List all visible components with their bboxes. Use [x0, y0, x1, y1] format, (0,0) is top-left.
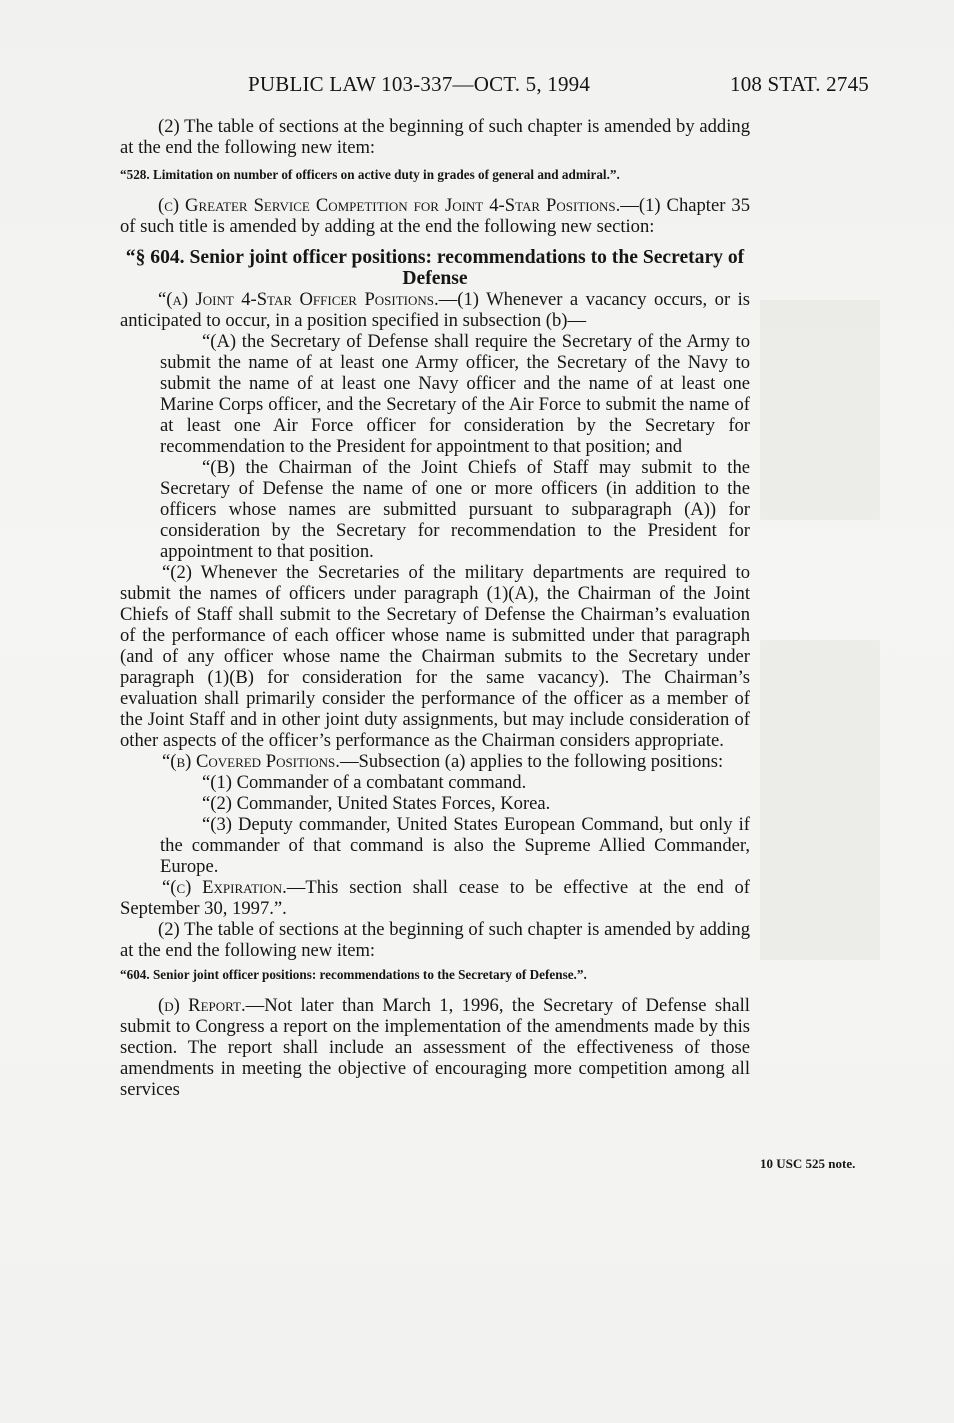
running-header-stat-page: 108 STAT. 2745: [730, 72, 869, 96]
section-604-heading: “§ 604. Senior joint officer positions: recommendations to the Secretary of Defense: [125, 247, 745, 289]
subsection-c: [120, 195, 750, 237]
subsection-a: [120, 289, 750, 331]
subsection-d-report: [120, 995, 750, 1100]
subsection-d-heading: (d) Report.: [158, 995, 246, 1016]
subsection-a-heading: “(a) Joint 4-Star Officer Positions.: [158, 289, 439, 310]
paragraph-table-amendment-1: (2) The table of sections at the beginning of such chapter is amended by adding at the end the following new item:: [120, 116, 750, 158]
subsection-b-heading: “(b) Covered Positions.: [162, 751, 340, 772]
subsection-d-text: —Not later than March 1, 1996, the Secretary of Defense shall submit to Congress a report on the implementation of the amendments made by this section. The report shall include an assessment of the effectiveness of those amendments in meeting the objective of encouraging more competition among all services: [120, 995, 750, 1100]
expiration-heading: “(c) Expiration.: [162, 877, 287, 898]
running-header-title: PUBLIC LAW 103-337—OCT. 5, 1994: [248, 72, 591, 96]
covered-position-3: “(3) Deputy commander, United States European Command, but only if the commander of that command is also the Supreme Allied Commander, Europe.: [160, 814, 750, 877]
subsection-b: [120, 751, 750, 772]
margin-citation-note: 10 USC 525 note.: [760, 1156, 856, 1171]
paragraph-table-amendment-2: (2) The table of sections at the beginning of such chapter is amended by adding at the end the following new item:: [120, 919, 750, 961]
covered-position-1: “(1) Commander of a combatant command.: [202, 772, 527, 793]
subparagraph-A: “(A) the Secretary of Defense shall require the Secretary of the Army to submit the name of at least one Army officer, the Secretary of the Navy to submit the name of at least one Navy officer and the name of at least one Marine Corps officer, and the Secretary of the Air Force to submit the name of at least one Air Force officer for consideration by the Secretary for recommendation to the President for appointment to that position; and: [160, 331, 750, 457]
table-of-sections-item-604: “604. Senior joint officer positions: recommendations to the Secretary of Defense.”.: [120, 967, 587, 982]
subsection-b-text: —Subsection (a) applies to the following positions:: [339, 751, 724, 772]
subsection-expiration: [120, 877, 750, 919]
expiration-text: —This section shall cease to be effective at the end of September 30, 1997.”.: [120, 877, 750, 919]
subsection-a-text: —(1) Whenever a vacancy occurs, or is anticipated to occur, in a position specified in subsection (b)—: [120, 289, 750, 331]
bleed-through-shadow: [760, 300, 880, 520]
subparagraph-B: “(B) the Chairman of the Joint Chiefs of Staff may submit to the Secretary of Defense the name of one or more officers (in addition to the officers whose names are submitted pursuant to subparagraph (A)) for consideration by the Secretary for recommendation to the President for appointment to that position.: [160, 457, 750, 562]
subsection-c-text: —(1) Chapter 35 of such title is amended by adding at the end the following new section:: [120, 195, 750, 237]
subsection-c-heading: (c) Greater Service Competition for Joint 4-Star Positions.: [158, 195, 621, 216]
covered-position-2: “(2) Commander, United States Forces, Korea.: [202, 793, 551, 814]
bleed-through-shadow: [760, 640, 880, 960]
paragraph-a-2: “(2) Whenever the Secretaries of the military departments are required to submit the names of officers under paragraph (1)(A), the Chairman of the Joint Chiefs of Staff shall submit to the Secretary of Defense the Chairman’s evaluation of the performance of each officer whose name is submitted under that paragraph (and of any officer whose name the Chairman submits to the Secretary under paragraph (1)(B) for consideration for the same vacancy). The Chairman’s evaluation shall primarily consider the performance of the officer as a member of the Joint Staff and in other joint duty assignments, but may include consideration of other aspects of the officer’s performance as the Chairman considers appropriate.: [120, 562, 750, 751]
table-of-sections-item-528: “528. Limitation on number of officers on active duty in grades of general and admiral.”.: [120, 167, 620, 182]
statute-body: [120, 116, 750, 1100]
